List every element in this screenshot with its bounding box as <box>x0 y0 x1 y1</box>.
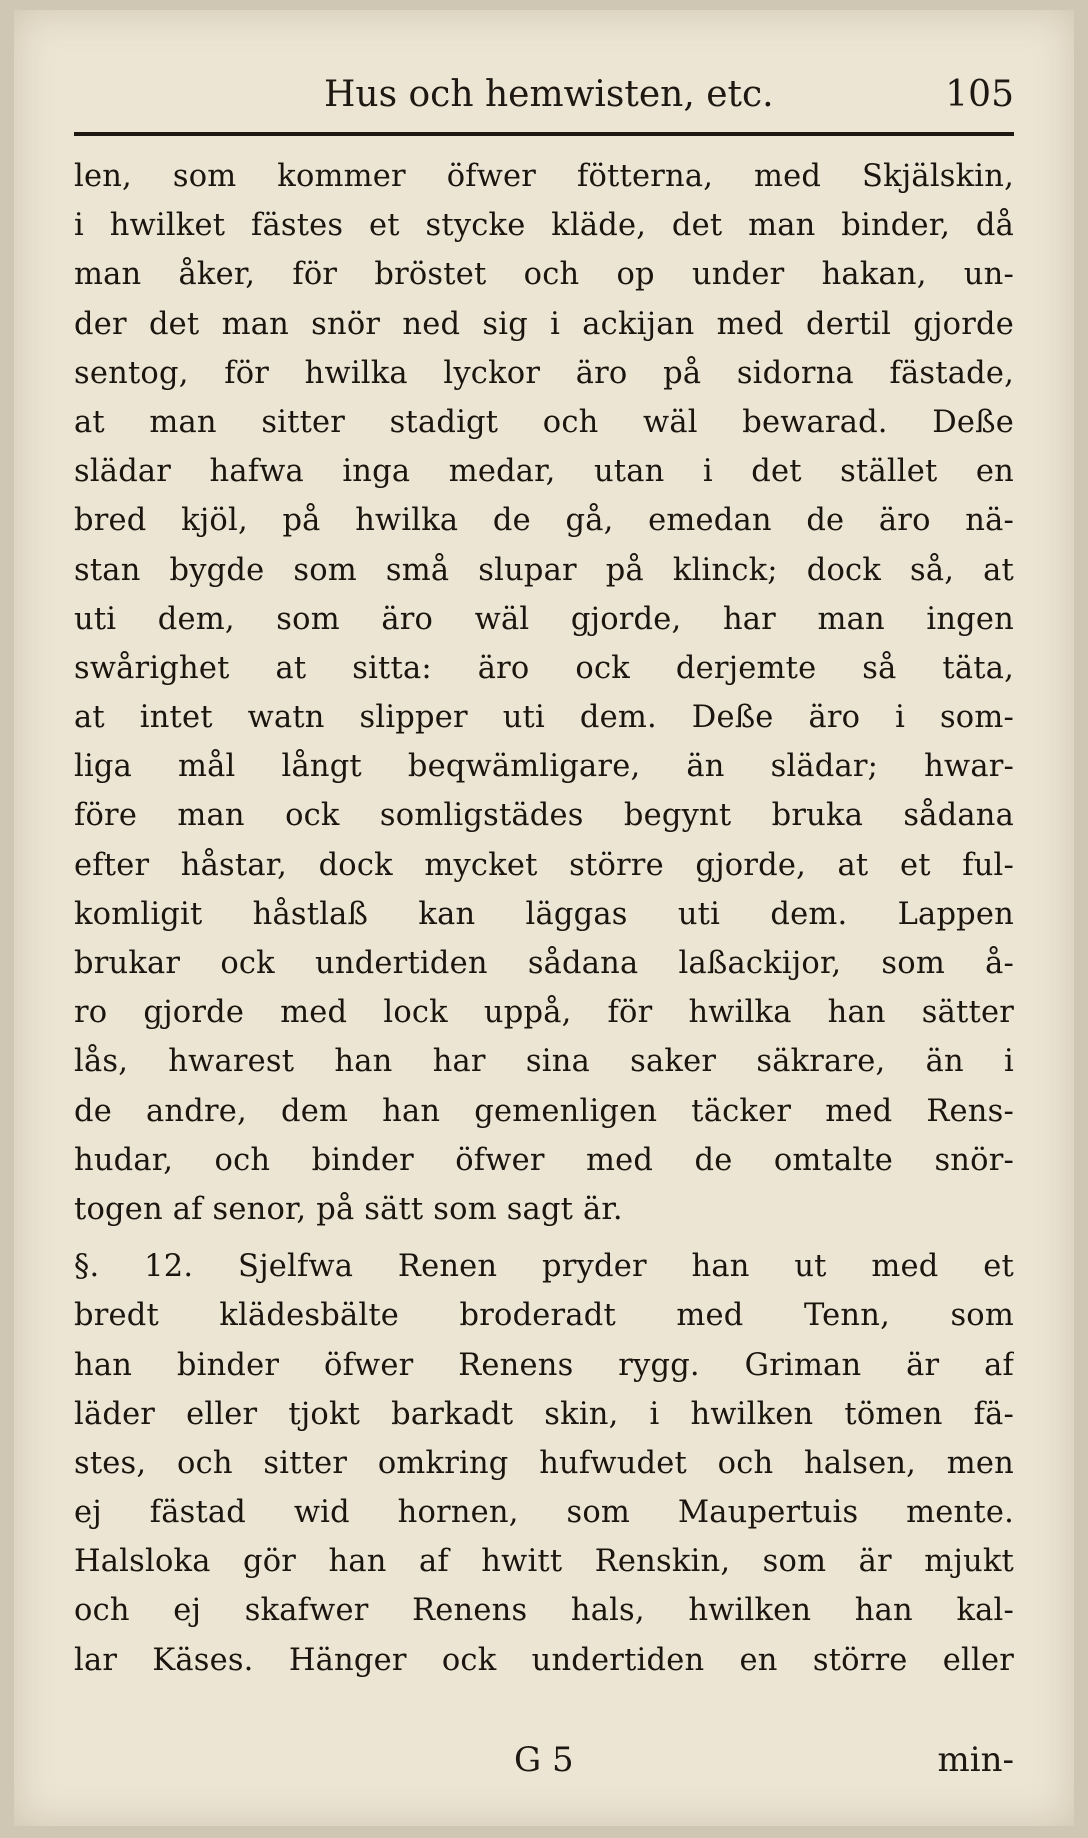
text-line: Halsloka gör han af hwitt Renskin, som är mjukt <box>74 1544 1014 1580</box>
book-page <box>14 10 1074 1826</box>
text-line: komligit håstlaß kan läggas uti dem. Lappen <box>74 896 1014 932</box>
text-line: läder eller tjokt barkadt skin, i hwilken tömen fä- <box>74 1396 1014 1432</box>
text-line: §. 12. Sjelfwa Renen pryder han ut med et <box>74 1249 1014 1285</box>
text-line: stes, och sitter omkring hufwudet och halsen, men <box>74 1445 1014 1481</box>
text-line: man åker, för bröstet och op under hakan, un- <box>74 257 1014 293</box>
text-line: hudar, och binder öfwer med de omtalte snör- <box>74 1142 1014 1178</box>
text-line: och ej skafwer Renens hals, hwilken han kal- <box>74 1593 1014 1629</box>
text-line: at man sitter stadigt och wäl bewarad. Deße <box>74 404 1014 440</box>
page-header <box>74 74 1014 124</box>
text-line: togen af senor, på sätt som sagt är. <box>74 1191 623 1227</box>
text-line: i hwilket fästes et stycke kläde, det man binder, då <box>74 208 1014 244</box>
text-line: at intet watn slipper uti dem. Deße äro i som- <box>74 700 1014 736</box>
catchword: min- <box>937 1740 1014 1780</box>
text-line: han binder öfwer Renens rygg. Griman är af <box>74 1347 1014 1383</box>
text-line: de andre, dem han gemenligen täcker med Rens- <box>74 1093 1014 1129</box>
text-line: ro gjorde med lock uppå, för hwilka han sätter <box>74 995 1014 1031</box>
paragraph-1 <box>74 152 1014 1234</box>
text-line: swårighet at sitta: äro ock derjemte så täta, <box>74 650 1014 686</box>
page-number: 105 <box>945 74 1014 115</box>
text-line: lar Käses. Hänger ock undertiden en större eller <box>74 1642 1014 1678</box>
text-line: len, som kommer öfwer fötterna, med Skjälskin, <box>74 159 1014 194</box>
paragraph-gap <box>74 1234 1014 1242</box>
text-line: liga mål långt beqwämligare, än slädar; hwar- <box>74 749 1014 785</box>
text-line: efter håstar, dock mycket större gjorde, at et ful- <box>74 847 1014 883</box>
text-line: ej fästad wid hornen, som Maupertuis mente. <box>74 1495 1014 1531</box>
text-line: slädar hafwa inga medar, utan i det stället en <box>74 454 1014 490</box>
text-line: lås, hwarest han har sina saker säkrare, än i <box>74 1044 1014 1080</box>
text-line: brukar ock undertiden sådana laßackijor, som å- <box>74 946 1014 981</box>
text-line: stan bygde som små slupar på klinck; dock så, at <box>74 552 1014 588</box>
body-text <box>74 152 1014 1685</box>
text-line: bredt klädesbälte broderadt med Tenn, som <box>74 1298 1014 1334</box>
header-rule <box>74 132 1014 136</box>
text-line: bred kjöl, på hwilka de gå, emedan de äro nä- <box>74 503 1014 539</box>
text-line: sentog, för hwilka lyckor äro på sidorna fästade, <box>74 355 1014 391</box>
text-line: före man ock somligstädes begynt bruka sådana <box>74 798 1014 834</box>
page-footer <box>74 1740 1014 1790</box>
running-head: Hus och hemwisten, etc. <box>324 74 774 115</box>
paragraph-2 <box>74 1242 1014 1685</box>
text-line: der det man snör ned sig i ackijan med dertil gjorde <box>74 306 1014 342</box>
signature-mark: G 5 <box>514 1740 574 1780</box>
text-line: uti dem, som äro wäl gjorde, har man ingen <box>74 601 1014 637</box>
